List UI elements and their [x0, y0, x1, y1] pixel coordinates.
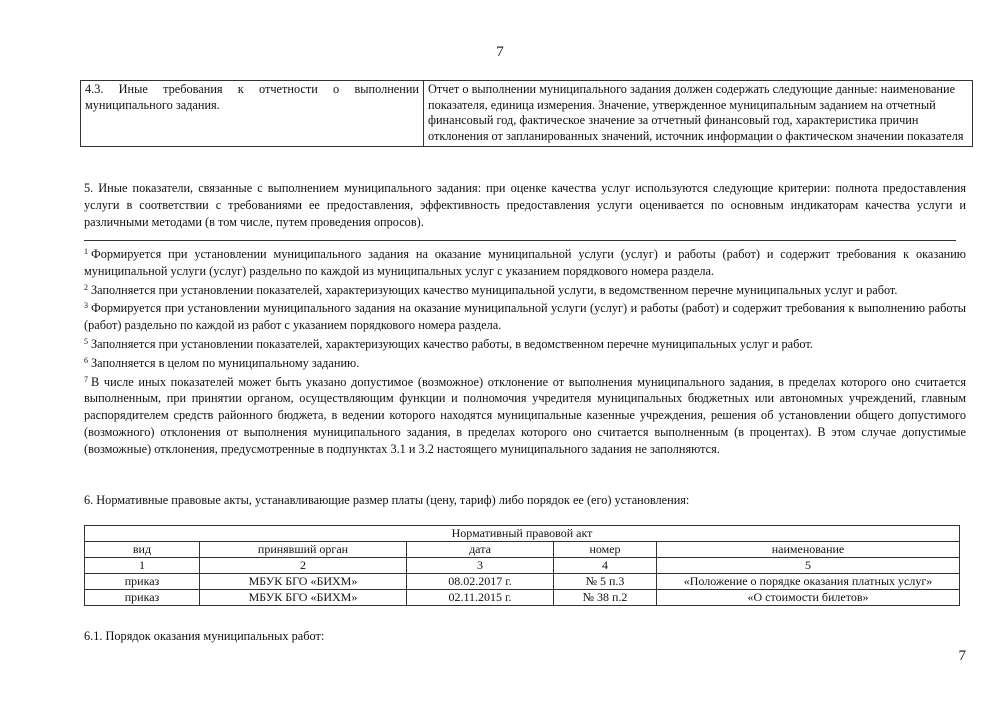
- column-number: 5: [657, 558, 960, 574]
- table-cell: МБУК БГО «БИХМ»: [200, 574, 407, 590]
- table-cell: № 5 п.3: [554, 574, 657, 590]
- column-header: наименование: [657, 542, 960, 558]
- requirement-label-cell: 4.3. Иные требования к отчетности о выполнении муниципального задания.: [81, 81, 424, 147]
- table-row: [85, 590, 960, 606]
- table-cell: приказ: [85, 574, 200, 590]
- footnote-number: 3: [84, 301, 88, 311]
- table-cell: 08.02.2017 г.: [407, 574, 554, 590]
- column-number: 1: [85, 558, 200, 574]
- column-header: дата: [407, 542, 554, 558]
- page-number-top: 7: [496, 44, 504, 60]
- column-header: вид: [85, 542, 200, 558]
- footnote: [84, 353, 966, 372]
- requirement-content-cell: Отчет о выполнении муниципального задания должен содержать следующие данные: наименование показателя, единица измерения. Значение, утвержденное муниципальным заданием на отчетный финансовый год, фактическое значение за отчетный финансовый год, характеристика причин отклонения от запланированных значений, источник информации о фактическом значении показателя: [424, 81, 973, 147]
- table-title-row: [85, 526, 960, 542]
- footnote-number: 1: [84, 247, 88, 256]
- table-cell: приказ: [85, 590, 200, 606]
- page-number-bottom: 7: [958, 648, 966, 664]
- table-row: [81, 81, 973, 147]
- legal-acts-table: [84, 525, 960, 606]
- table-cell: МБУК БГО «БИХМ»: [200, 590, 407, 606]
- footnote: [84, 334, 966, 353]
- table-cell: «Положение о порядке оказания платных услуг»: [657, 574, 960, 590]
- column-number: 3: [407, 558, 554, 574]
- section-6-heading: 6. Нормативные правовые акты, устанавливающие размер платы (цену, тариф) либо порядок ее (его) установления:: [84, 493, 690, 507]
- footnote: [84, 372, 966, 458]
- footnote-text: В числе иных показателей может быть указано допустимое (возможное) отклонение от выполнения муниципального задания, в пределах которого оно считается выполненным, при принятии органом, осуществляющим функции и полномочия учредителя муниципальных бюджетных или автономных учреждений, главным распорядителем средств районного бюджета, в ведении которого находятся муниципальные казенные учреждения, решения об установлении общего допустимого (возможного) отклонения от выполнения муниципального задания, в пределах которого оно считается выполненным (в процентах). В этом случае допустимые (возможные) отклонения, предусмотренные в подпунктах 3.1 и 3.2 настоящего муниципального задания не заполняются.: [84, 374, 966, 456]
- table-cell: 02.11.2015 г.: [407, 590, 554, 606]
- footnote-text: Формируется при установлении муниципального задания на оказание муниципальной услуги (услуг) и работы (работ) и содержит требования к выполнению работы (работ) раздельно по каждой из работ с указанием порядкового номера раздела.: [84, 301, 966, 333]
- footnote: [84, 298, 966, 334]
- footnote-text: Заполняется при установлении показателей, характеризующих качество муниципальной услуги, в ведомственном перечне муниципальных услуг и работ.: [91, 282, 898, 297]
- table-row: [85, 574, 960, 590]
- footnote-number: 7: [84, 374, 88, 384]
- footnotes-block: [84, 244, 966, 458]
- footnote-divider: [84, 240, 956, 241]
- column-number: 4: [554, 558, 657, 574]
- footnote-text: Формируется при установлении муниципального задания на оказание муниципальной услуги (услуг) и работы (работ) и содержит требования к оказанию муниципальной услуги (услуг) раздельно по каждой из муниципальных услуг с указанием порядкового номера раздела.: [84, 247, 966, 278]
- section-6-1-heading: 6.1. Порядок оказания муниципальных работ:: [84, 629, 325, 643]
- table-cell: № 38 п.2: [554, 590, 657, 606]
- table-cell: «О стоимости билетов»: [657, 590, 960, 606]
- table-title: Нормативный правовой акт: [85, 526, 960, 542]
- column-number-row: [85, 558, 960, 574]
- footnote-text: Заполняется в целом по муниципальному заданию.: [91, 355, 360, 370]
- column-number: 2: [200, 558, 407, 574]
- column-header: номер: [554, 542, 657, 558]
- section-5-paragraph: 5. Иные показатели, связанные с выполнением муниципального задания: при оценке качества услуг используются следующие критерии: полнота предоставления услуги в соответствии с требованиями ее предоставления, эффективность предоставления услуги оценивается по основным индикаторам качества услуги и различными методами (в том числе, путем проведения опросов).: [84, 181, 966, 229]
- footnote-number: 6: [84, 355, 88, 365]
- reporting-requirements-table: [80, 80, 973, 147]
- footnote-number: 5: [84, 336, 88, 346]
- footnote: [84, 244, 966, 280]
- footnote-text: Заполняется при установлении показателей, характеризующих качество работы, в ведомственном перечне муниципальных услуг и работ.: [91, 336, 813, 351]
- footnote-number: 2: [84, 282, 88, 292]
- footnote: [84, 280, 966, 299]
- table-header-row: [85, 542, 960, 558]
- column-header: принявший орган: [200, 542, 407, 558]
